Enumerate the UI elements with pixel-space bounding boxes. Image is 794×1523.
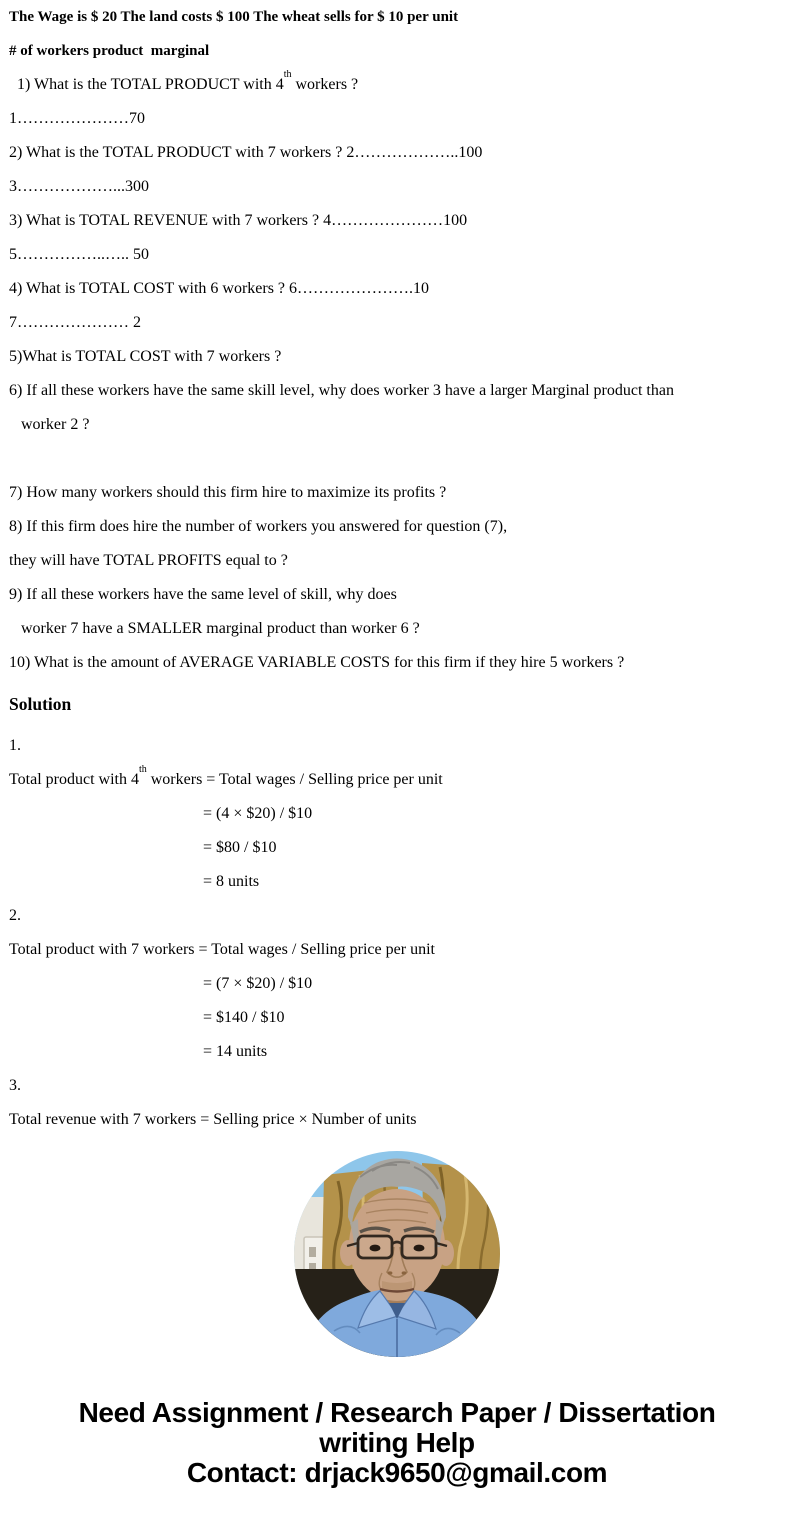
doc-line: 8) If this firm does hire the number of workers you answered for question (7), xyxy=(9,518,508,535)
doc-line: = $80 / $10 xyxy=(203,839,277,856)
doc-line: 2. xyxy=(9,907,21,924)
doc-line: = (4 × $20) / $10 xyxy=(203,805,313,822)
doc-line: 3) What is TOTAL REVENUE with 7 workers ? 4…………………100 xyxy=(9,212,468,229)
footer-ad xyxy=(0,1398,794,1488)
doc-line: 3. xyxy=(9,1077,21,1094)
doc-line: 7) How many workers should this firm hire to maximize its profits ? xyxy=(9,484,447,501)
tutor-photo xyxy=(294,1151,500,1357)
doc-line: # of workers product marginal xyxy=(9,43,210,59)
doc-line: worker 7 have a SMALLER marginal product than worker 6 ? xyxy=(9,620,420,637)
doc-line: Total product with 7 workers = Total wages / Selling price per unit xyxy=(9,941,435,958)
doc-line: 1. xyxy=(9,737,21,754)
doc-line: 1…………………70 xyxy=(9,110,145,127)
doc-line: 7………………… 2 xyxy=(9,314,141,331)
portrait-svg xyxy=(294,1151,500,1357)
doc-line xyxy=(9,442,786,476)
doc-line: 2) What is the TOTAL PRODUCT with 7 workers ? 2………………..100 xyxy=(9,144,483,161)
doc-line: Total product with 4th workers = Total wages / Selling price per unit xyxy=(9,763,443,788)
doc-line: 4) What is TOTAL COST with 6 workers ? 6………………….10 xyxy=(9,280,430,297)
doc-line: = 14 units xyxy=(203,1043,268,1060)
footer-line-1: Need Assignment / Research Paper / Dissertation xyxy=(78,1397,716,1428)
doc-line: 3………………...300 xyxy=(9,178,149,195)
doc-line: Total revenue with 7 workers = Selling price × Number of units xyxy=(9,1111,417,1128)
doc-line: 1) What is the TOTAL PRODUCT with 4th workers ? xyxy=(9,68,359,93)
doc-line: = 8 units xyxy=(203,873,260,890)
footer-line-2: writing Help xyxy=(319,1427,475,1458)
doc-line: 5)What is TOTAL COST with 7 workers ? xyxy=(9,348,282,365)
doc-line: = (7 × $20) / $10 xyxy=(203,975,313,992)
doc-line: Solution xyxy=(9,694,72,714)
document-body xyxy=(9,0,786,1131)
doc-line: worker 2 ? xyxy=(9,416,90,433)
doc-line: The Wage is $ 20 The land costs $ 100 The wheat sells for $ 10 per unit xyxy=(9,9,459,25)
doc-line: 5……………..….. 50 xyxy=(9,246,149,263)
doc-line: they will have TOTAL PROFITS equal to ? xyxy=(9,552,288,569)
doc-line: = $140 / $10 xyxy=(203,1009,285,1026)
doc-line: 9) If all these workers have the same level of skill, why does xyxy=(9,586,397,603)
footer-line-3: Contact: drjack9650@gmail.com xyxy=(186,1457,608,1488)
doc-line: 10) What is the amount of AVERAGE VARIABLE COSTS for this firm if they hire 5 workers ? xyxy=(9,654,625,671)
doc-line: 6) If all these workers have the same skill level, why does worker 3 have a larger Marginal product than xyxy=(9,382,674,399)
